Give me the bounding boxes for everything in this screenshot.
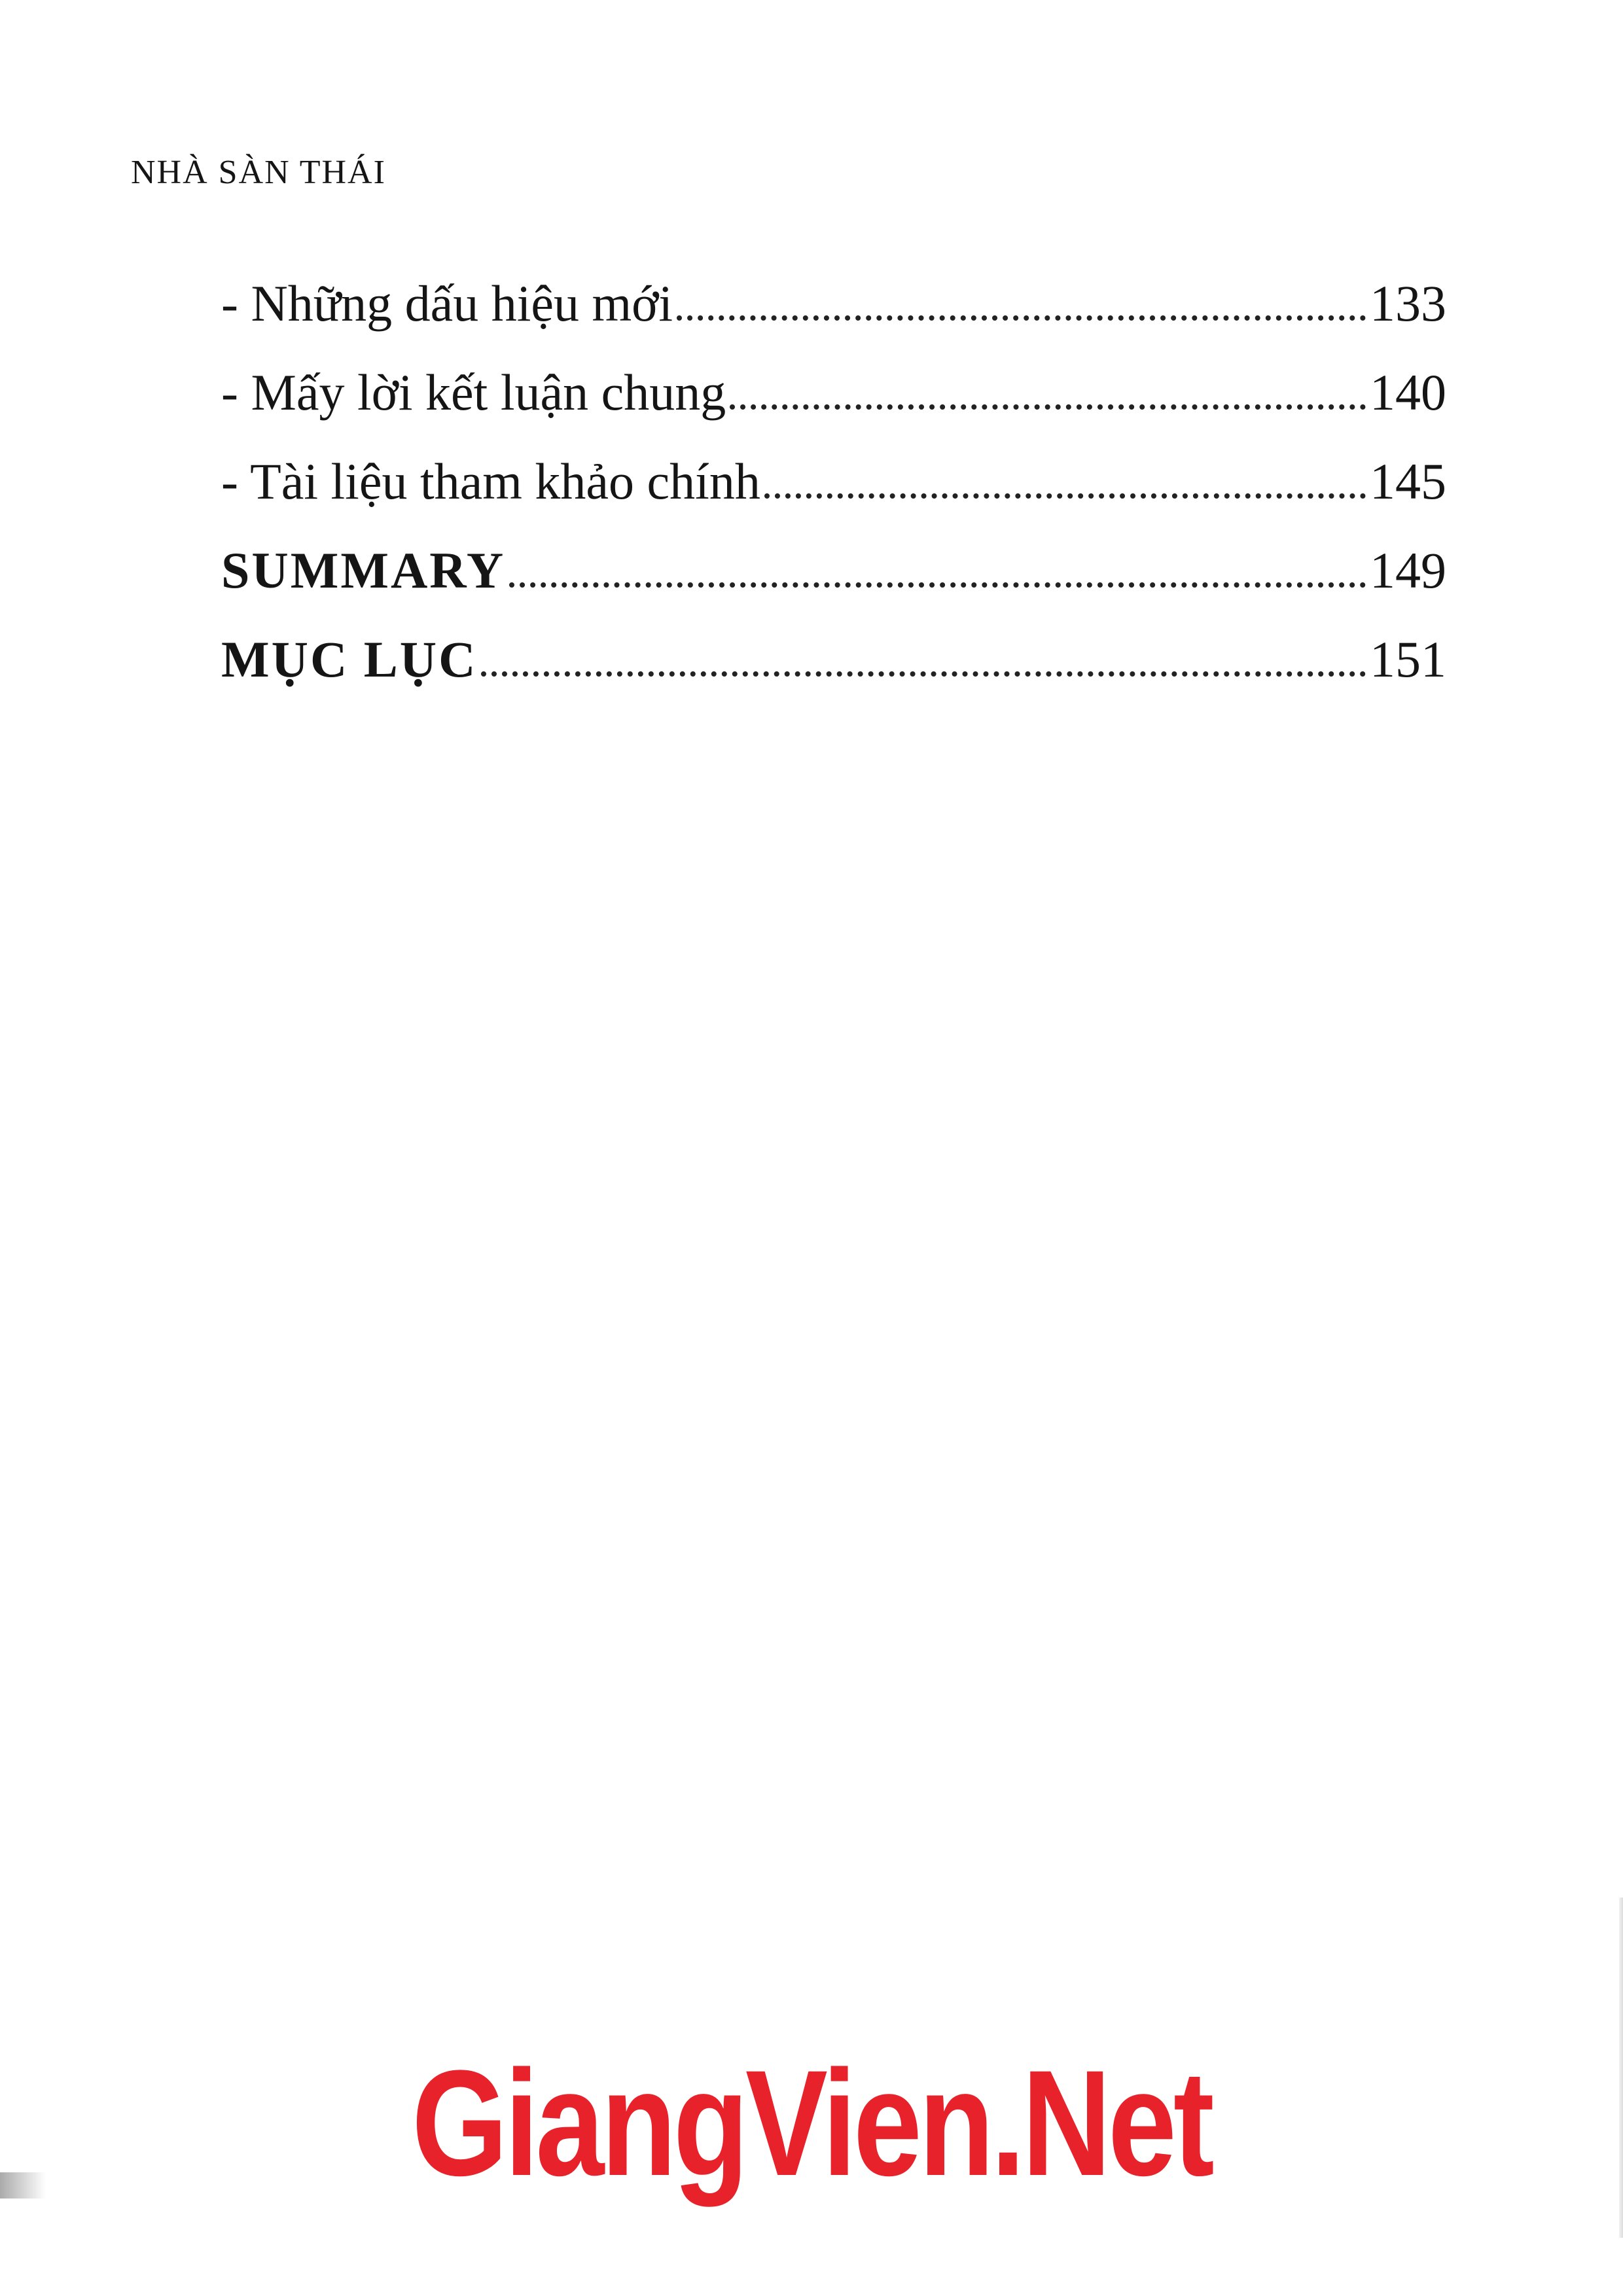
running-header: NHÀ SÀN THÁI: [131, 154, 386, 191]
toc-entry-page-number: 151: [1370, 631, 1446, 688]
toc-entry[interactable]: [221, 453, 1446, 545]
toc-entry-title: - Tài liệu tham khảo chính: [221, 453, 760, 510]
dot-leader: [677, 315, 1366, 321]
toc-entry[interactable]: [221, 364, 1446, 456]
watermark-logo: GiangVien.Net: [412, 2039, 1211, 2207]
toc-entry-title: SUMMARY: [221, 542, 506, 599]
toc-entry-title: MỤC LỤC: [221, 631, 478, 688]
dot-leader: [481, 671, 1366, 677]
toc-entry-summary[interactable]: [221, 542, 1446, 634]
table-of-contents: [221, 275, 1446, 723]
toc-entry-page-number: 149: [1370, 542, 1446, 599]
toc-entry[interactable]: [221, 275, 1446, 367]
toc-entry-page-number: 140: [1370, 364, 1446, 421]
toc-entry-title: - Những dấu hiệu mới: [221, 275, 673, 332]
dot-leader: [764, 493, 1366, 499]
dot-leader: [730, 404, 1366, 410]
toc-entry-page-number: 133: [1370, 275, 1446, 332]
toc-entry-page-number: 145: [1370, 453, 1446, 510]
page-edge-shadow: [1619, 1898, 1623, 2238]
scan-artifact: [0, 2172, 46, 2199]
dot-leader: [509, 582, 1366, 588]
toc-entry-contents[interactable]: [221, 631, 1446, 723]
toc-entry-title: - Mấy lời kết luận chung: [221, 364, 726, 421]
